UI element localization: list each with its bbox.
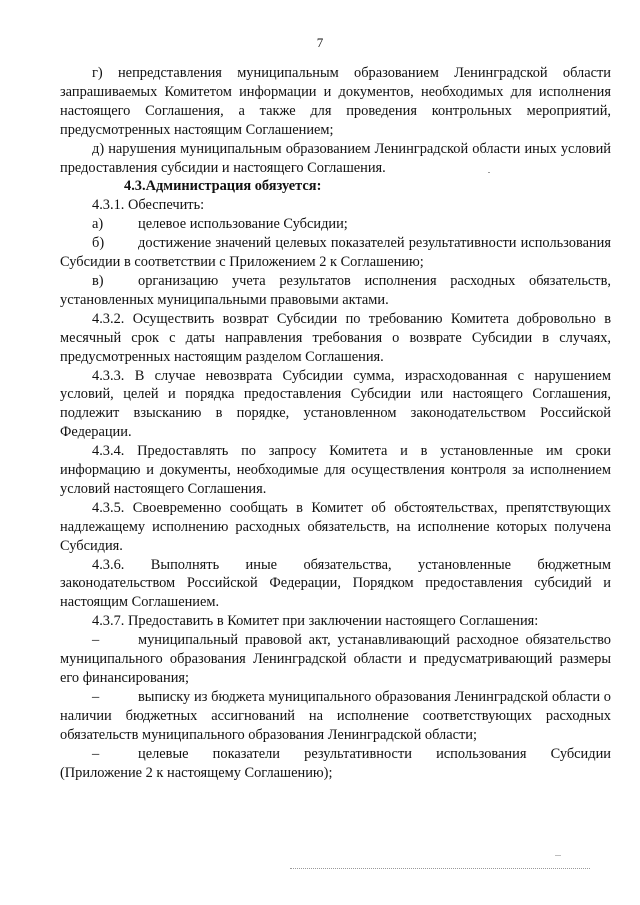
subitem-text: достижение значений целевых показателей результативности использования Субсидии в соответствии с Приложением 2 к Соглашению;: [60, 235, 611, 271]
item-4-3-4: 4.3.4. Предоставлять по запросу Комитета и в установленные им сроки информацию и документы, необходимые для осуществления контроля за исполнением условий настоящего Соглашения.: [60, 443, 611, 497]
dash-marker: –: [92, 632, 100, 649]
subitem-marker: б): [92, 235, 105, 252]
dash-marker: –: [92, 745, 100, 762]
document-body: [60, 64, 611, 782]
section-heading-4-3: [60, 177, 611, 196]
subitem-v: [60, 272, 611, 310]
subitem-text: организацию учета результатов исполнения расходных обязательств, установленных муниципальными правовыми актами.: [60, 272, 611, 308]
paragraph-g: г) непредставления муниципальным образованием Ленинградской области запрашиваемых Комитетом информации и документов, необходимых для исполнения настоящего Соглашения, а также для проведения контрольных мероприятий, предусмотренных настоящим Соглашением;: [60, 65, 611, 138]
subitem-text: целевое использование Субсидии;: [138, 216, 348, 233]
item-4-3-3: 4.3.3. В случае невозврата Субсидии сумма, израсходованная с нарушением условий, целей и порядка предоставления Субсидии или настоящего Соглашения, подлежит взысканию в порядке, установленном законодательством Российской Федерации.: [60, 367, 611, 441]
item-4-3-7: 4.3.7. Предоставить в Комитет при заключении настоящего Соглашения:: [92, 613, 539, 630]
subitem-marker: в): [92, 272, 104, 289]
item-4-3-1: 4.3.1. Обеспечить:: [92, 197, 205, 214]
item-4-3-5: 4.3.5. Своевременно сообщать в Комитет об обстоятельствах, препятствующих надлежащему исполнению расходных обязательств, на исполнение которых получена Субсидия.: [60, 499, 611, 554]
item-4-3-6: 4.3.6. Выполнять иные обязательства, установленные бюджетным законодательством Российской Федерации, Порядком предоставления субсидий и настоящим Соглашением.: [60, 556, 611, 611]
section-number: 4.3.: [124, 178, 146, 195]
item-4-3-2: 4.3.2. Осуществить возврат Субсидии по требованию Комитета добровольно в месячный срок с даты направления требования о возврате Субсидии в случаях, предусмотренных настоящим разделом Соглашения.: [60, 310, 611, 365]
page-number: 7: [316, 35, 324, 50]
paragraph-d: д) нарушения муниципальным образованием Ленинградской области иных условий предоставления субсидии и настоящего Соглашения.: [60, 140, 611, 176]
subitem-a: [60, 215, 611, 234]
dash-item-text: муниципальный правовой акт, устанавливающий расходное обязательство муниципального образования Ленинградской области и предусматривающий размеры его финансирования;: [60, 632, 611, 686]
dash-item-budget-extract: [60, 688, 611, 745]
subitem-marker: а): [92, 216, 104, 233]
dash-marker: –: [92, 688, 100, 705]
dash-item-text: выписку из бюджета муниципального образования Ленинградской области о наличии бюджетных ассигнований на исполнение соответствующих расходных обязательств муниципального образования Ленинградской области;: [60, 688, 611, 743]
footer-rule: [290, 868, 590, 869]
scan-mark: [555, 855, 561, 856]
section-title: Администрация обязуется:: [145, 178, 322, 195]
scan-speck: [488, 172, 490, 173]
dash-item-target-indicators: [60, 745, 611, 783]
subitem-b: [60, 234, 611, 272]
dash-item-legal-act: [60, 631, 611, 688]
dash-item-text: целевые показатели результативности использования Субсидии (Приложение 2 к настоящему Соглашению);: [60, 745, 611, 781]
